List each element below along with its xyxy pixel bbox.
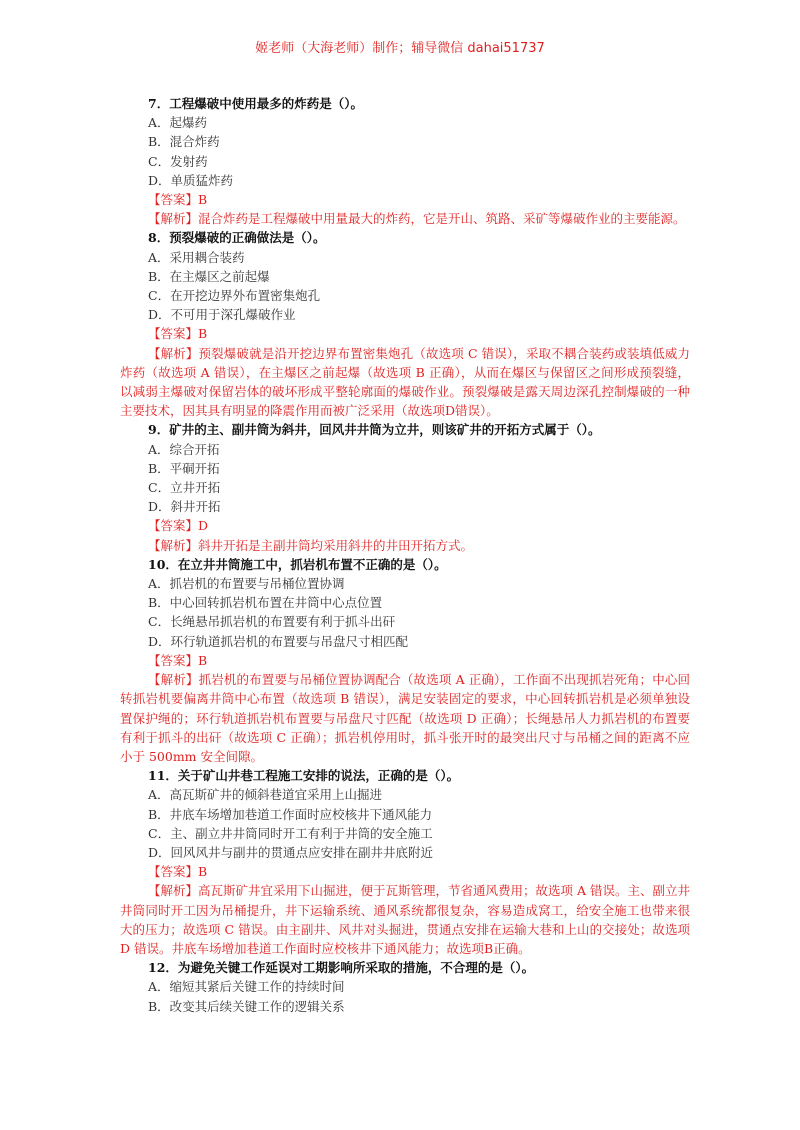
answer-line: 【答案】B: [148, 326, 208, 342]
question-title: 8．预裂爆破的正确做法是（）。: [148, 230, 326, 246]
answer-line: 【答案】B: [148, 192, 208, 208]
page-header: 姬老师（大海老师）制作；辅导微信 dahai51737: [255, 41, 545, 56]
question-option: A．缩短其紧后关键工作的持续时间: [148, 979, 345, 995]
question-option: D．环行轨道抓岩机的布置要与吊盘尺寸相匹配: [148, 633, 409, 649]
question-option: C．主、副立井井筒同时开工有利于井筒的安全施工: [148, 825, 433, 841]
question-block: [120, 228, 690, 420]
question-option: A．起爆药: [148, 115, 208, 131]
question-option: A．综合开拓: [148, 441, 220, 457]
answer-line: 【答案】D: [148, 518, 209, 534]
question-list: [120, 94, 690, 1016]
explanation-paragraph: 【解析】抓岩机的布置要与吊桶位置协调配合（故选项 A 正确），工作面不出现抓岩死角；中心回转抓岩机要偏离井筒中心布置（故选项 B 错误），满足安装固定的要求，中心回转抓岩机是必须单独设置保护绳的；环行轨道抓岩机布置要与吊盘尺寸匹配（故选项 D 正确）；长绳悬吊人力抓岩机的布置要有利于抓斗的出矸（故选项 C 正确）；抓岩机停用时，抓斗张开时的最突出尺寸与吊桶之间的距离不应小于 500mm 安全间隙。: [120, 672, 690, 764]
question-title: 9．矿井的主、副井筒为斜井，回风井井筒为立井，则该矿井的开拓方式属于（）。: [148, 422, 601, 438]
question-option: C．长绳悬吊抓岩机的布置要有利于抓斗出矸: [148, 614, 396, 630]
question-title: 7．工程爆破中使用最多的炸药是（）。: [148, 96, 363, 111]
question-option: D．斜井开拓: [148, 499, 221, 515]
question-option: D．不可用于深孔爆破作业: [148, 307, 296, 323]
question-option: B．中心回转抓岩机布置在井筒中心点位置: [148, 595, 383, 611]
question-option: D．单质猛炸药: [148, 172, 234, 188]
explanation-paragraph: 【解析】混合炸药是工程爆破中用量最大的炸药，它是开山、筑路、采矿等爆破作业的主要能源。: [148, 211, 686, 227]
answer-line: 【答案】B: [148, 652, 208, 668]
explanation-paragraph: 【解析】预裂爆破就是沿开挖边界布置密集炮孔（故选项 C 错误），采取不耦合装药或装填低威力炸药（故选项 A 错误），在主爆区之前起爆（故选项 B 正确），从而在爆区与保留区之间形成预裂缝，以减弱主爆破对保留岩体的破坏形成平整轮廓面的爆破作业。预裂爆破是露天周边深孔控制爆破的一种主要技术，因其具有明显的降震作用而被广泛采用（故选项D错误）。: [120, 345, 690, 419]
question-option: C．在开挖边界外布置密集炮孔: [148, 288, 321, 304]
question-option: B．在主爆区之前起爆: [148, 268, 270, 284]
question-option: A．高瓦斯矿井的倾斜巷道宜采用上山掘进: [148, 787, 383, 803]
question-option: D．回风风井与副井的贯通点应安排在副井井底附近: [148, 844, 434, 860]
question-block: [120, 766, 690, 958]
question-option: C．立井开拓: [148, 480, 221, 496]
question-option: B．井底车场增加巷道工作面时应校核井下通风能力: [148, 806, 433, 822]
question-option: A．采用耦合装药: [148, 249, 245, 265]
question-block: [120, 958, 690, 1016]
question-title: 10．在立井井筒施工中，抓岩机布置不正确的是（）。: [148, 556, 447, 572]
question-block: [120, 94, 690, 228]
question-block: [120, 420, 690, 554]
question-option: B．改变其后续关键工作的逻辑关系: [148, 998, 345, 1014]
question-title: 11．关于矿山井巷工程施工安排的说法，正确的是（）。: [148, 768, 460, 784]
question-option: A．抓岩机的布置要与吊桶位置协调: [148, 576, 345, 592]
answer-line: 【答案】B: [148, 864, 208, 880]
question-option: C．发射药: [148, 153, 208, 169]
question-option: B．平硐开拓: [148, 460, 220, 476]
question-title: 12．为避免关键工作延误对工期影响所采取的措施，不合理的是（）。: [148, 960, 535, 976]
question-option: B．混合炸药: [148, 134, 220, 150]
explanation-paragraph: 【解析】高瓦斯矿井宜采用下山掘进，便于瓦斯管理，节省通风费用；故选项 A 错误。主、副立井井筒同时开工因为吊桶提升，井下运输系统、通风系统都很复杂，容易造成窝工，给安全施工也带来很大的压力；故选项 C 错误。由主副井、风井对头掘进，贯通点安排在运输大巷和上山的交接处；故选项 D 错误。井底车场增加巷道工作面时应校核井下通风能力；故选项B正确。: [120, 883, 690, 956]
explanation-paragraph: 【解析】斜井开拓是主副井筒均采用斜井的井田开拓方式。: [148, 537, 474, 553]
question-block: [120, 555, 690, 766]
